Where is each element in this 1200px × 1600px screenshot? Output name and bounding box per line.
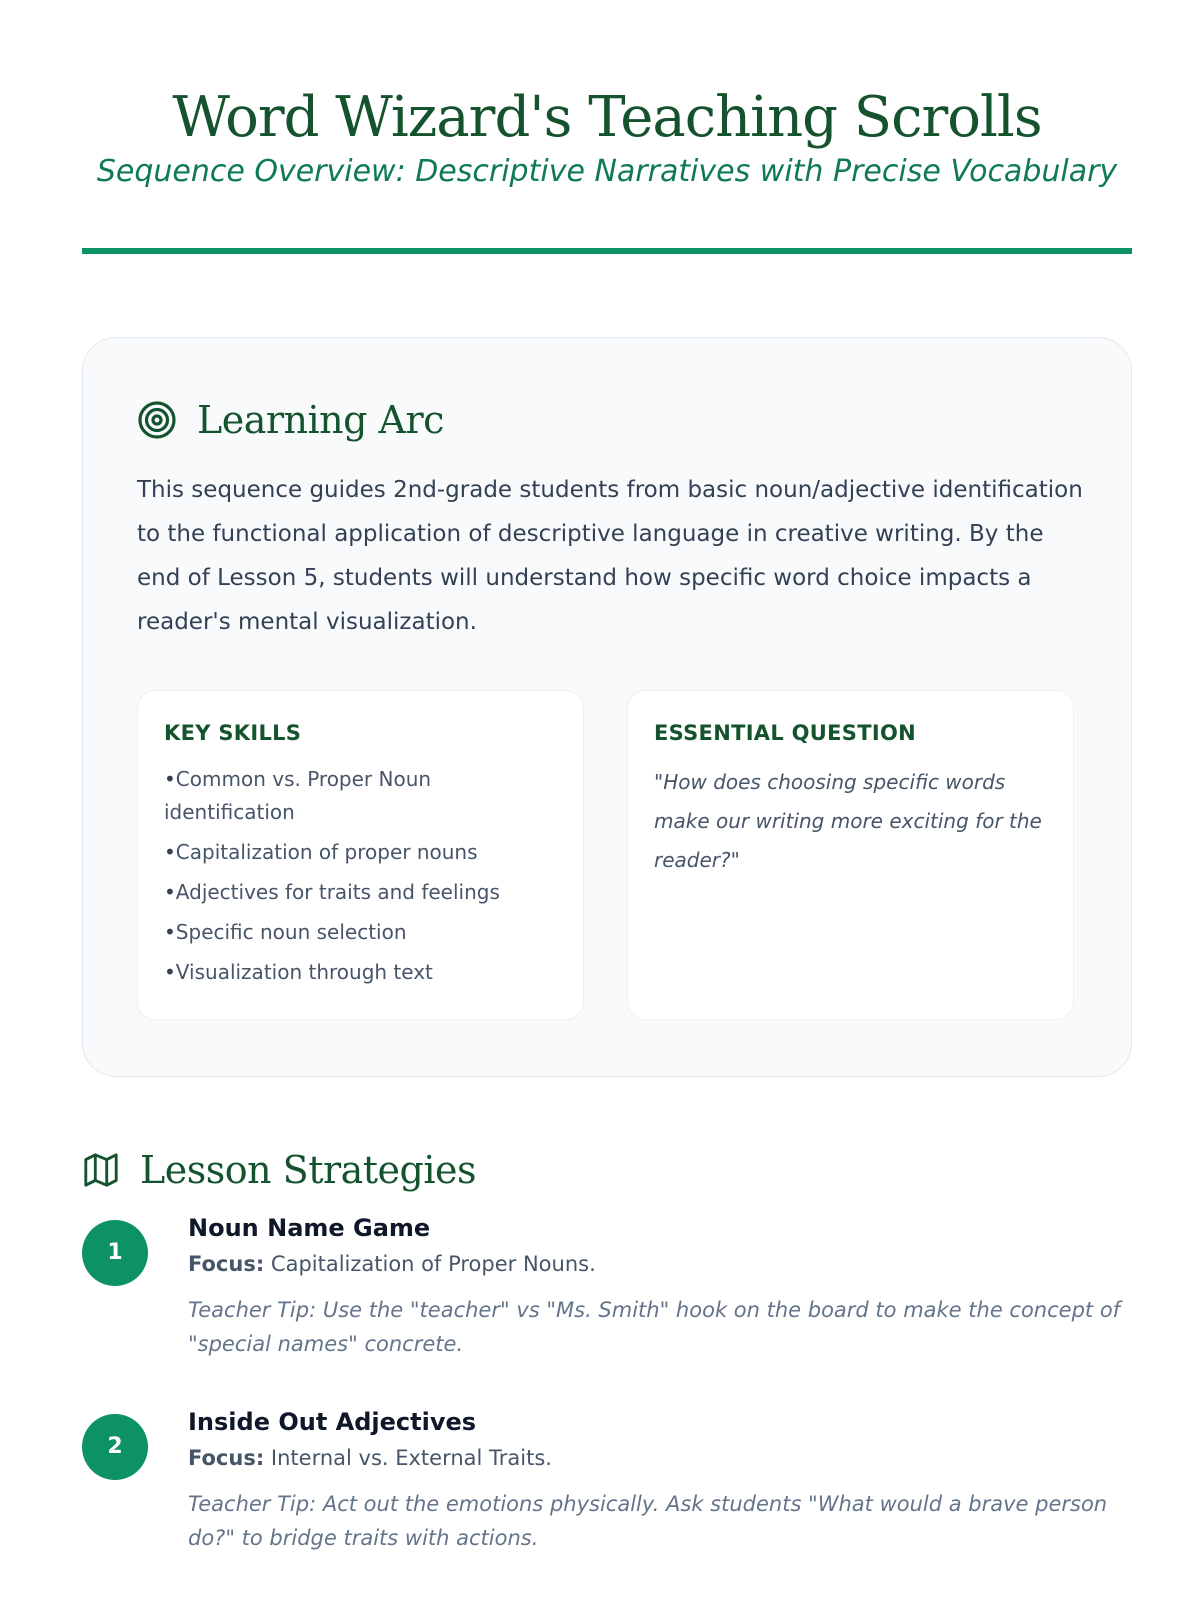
learning-arc-card: [82, 337, 1132, 1077]
lesson-focus: [188, 1443, 1132, 1473]
lesson-content: [188, 1408, 1132, 1555]
essential-question-card: [627, 690, 1074, 1020]
list-item: • Capitalization of proper nouns: [164, 836, 554, 869]
page-title: Word Wizard's Teaching Scrolls: [172, 85, 1042, 150]
focus-label: Focus:: [188, 1252, 265, 1276]
lesson-strategies-title: Lesson Strategies: [140, 1148, 477, 1192]
essential-question-text: "How does choosing specific words make our writing more exciting for the reader?": [654, 770, 1042, 872]
learning-arc-heading: [137, 398, 444, 442]
learning-arc-title: Learning Arc: [197, 398, 444, 442]
focus-text: Capitalization of Proper Nouns.: [270, 1252, 596, 1276]
key-skills-title: KEY SKILLS: [164, 721, 302, 745]
lesson-title: Inside Out Adjectives: [188, 1408, 477, 1436]
key-skills-card: [137, 690, 584, 1020]
document-header: [82, 0, 1132, 192]
learning-arc-description: This sequence guides 2nd-grade students from basic noun/adjective identification to the functional application of descriptive language in creative writing. By the end of Lesson 5, students will understand how specific word choice impacts a reader's mental visualization.: [137, 477, 1083, 635]
document-page: [82, 0, 1132, 1600]
header-divider: [82, 248, 1132, 254]
map-icon: [82, 1151, 120, 1189]
essential-question-title: ESSENTIAL QUESTION: [654, 721, 916, 745]
page-subtitle: Sequence Overview: Descriptive Narratives with Precise Vocabulary: [96, 154, 1118, 189]
list-item: • Adjectives for traits and feelings: [164, 876, 554, 909]
focus-label: Focus:: [188, 1446, 265, 1470]
focus-text: Internal vs. External Traits.: [270, 1446, 552, 1470]
lesson-strategies-heading: [82, 1148, 476, 1192]
list-item: • Specific noun selection: [164, 916, 554, 949]
lesson-number-badge: 1: [82, 1220, 148, 1286]
target-icon: [137, 400, 177, 440]
teacher-tip: Teacher Tip: Use the "teacher" vs "Ms. Smith" hook on the board to make the concept of "special names" concrete.: [188, 1298, 1121, 1356]
list-item: • Visualization through text: [164, 956, 554, 989]
list-item: • Common vs. Proper Noun identification: [164, 763, 554, 829]
key-skills-list: [164, 763, 554, 996]
lesson-title: Noun Name Game: [188, 1214, 431, 1242]
lesson-content: [188, 1214, 1132, 1361]
lesson-number-badge: 2: [82, 1414, 148, 1480]
lesson-focus: [188, 1249, 1132, 1279]
teacher-tip: Teacher Tip: Act out the emotions physically. Ask students "What would a brave person do?" to bridge traits with actions.: [188, 1492, 1108, 1550]
